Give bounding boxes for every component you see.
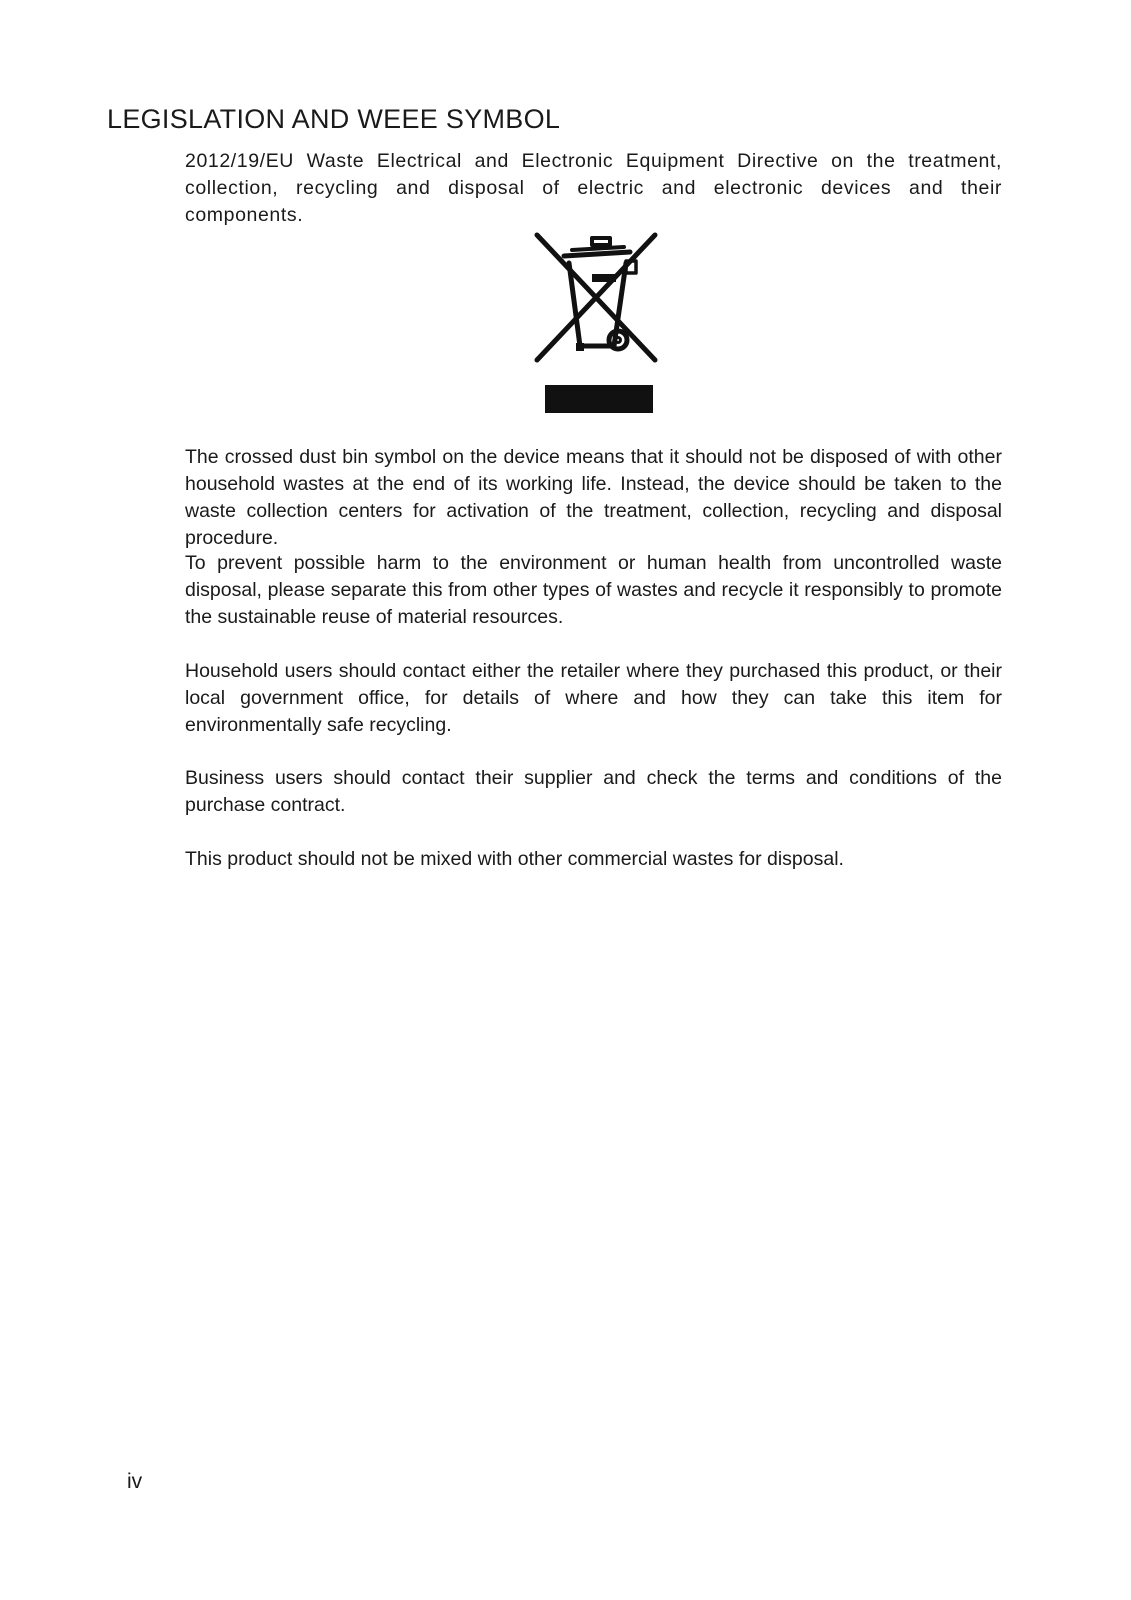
page-number: iv (127, 1470, 143, 1493)
crossed-out-wheelie-bin-icon (532, 230, 660, 365)
business-users-paragraph: Business users should contact their supplier and check the terms and conditions of the purchase contract. (185, 767, 1002, 816)
commercial-waste-paragraph: This product should not be mixed with other commercial wastes for disposal. (185, 848, 844, 870)
prevention-paragraph: To prevent possible harm to the environment or human health from uncontrolled waste disposal, please separate this from other types of wastes and recycle it responsibly to promote the sustainable reuse of material resources. (185, 552, 1002, 628)
directive-intro: 2012/19/EU Waste Electrical and Electronic Equipment Directive on the treatment, collection, recycling and disposal of electric and electronic devices and their components. (185, 150, 1002, 226)
section-title: LEGISLATION AND WEEE SYMBOL (107, 104, 561, 134)
weee-marking-bar (545, 385, 653, 413)
disposal-paragraph: The crossed dust bin symbol on the device means that it should not be disposed of with other household wastes at the end of its working life. Instead, the device should be taken to the waste collection centers for activation of the treatment, collection, recycling and disposal procedure. (185, 446, 1002, 549)
household-users-paragraph: Household users should contact either the retailer where they purchased this product, or their local government office, for details of where and how they can take this item for environmentally safe recycling. (185, 660, 1002, 736)
